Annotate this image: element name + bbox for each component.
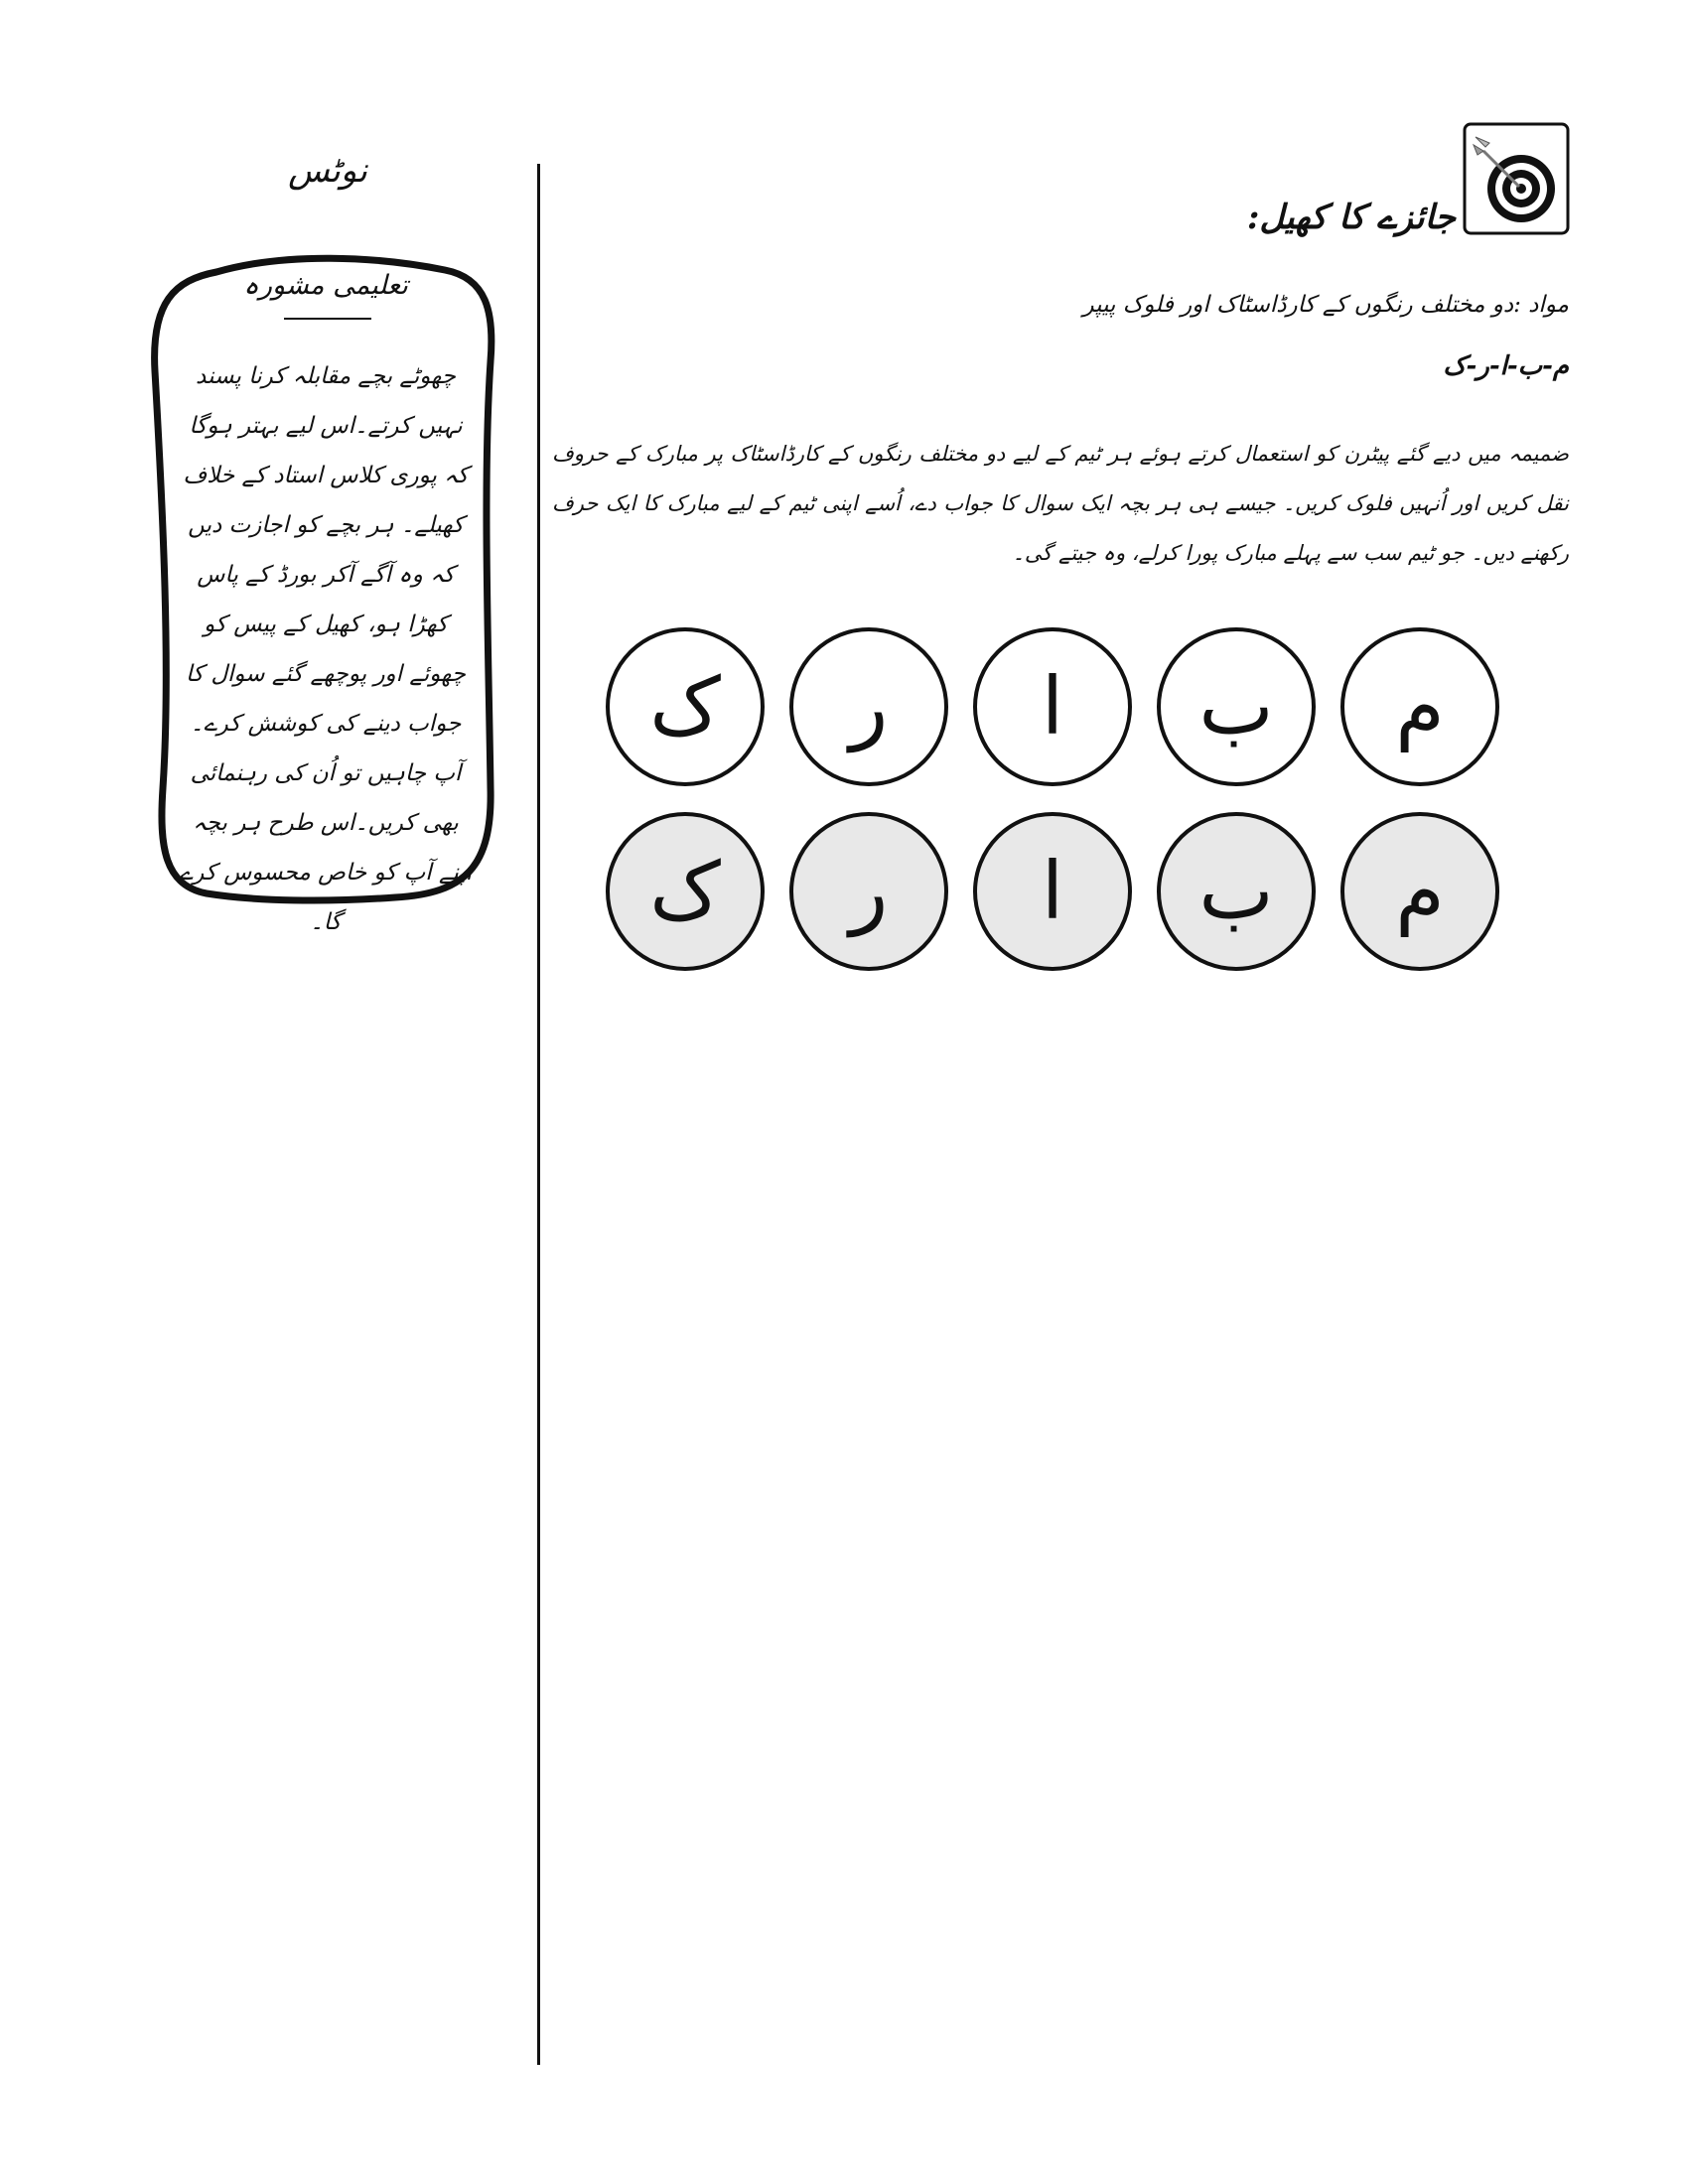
- letter-circle: ا: [973, 627, 1132, 786]
- target-icon: [1462, 121, 1571, 236]
- tip-box-title: تعلیمی مشورہ: [243, 270, 408, 301]
- letter-circle: ب: [1157, 812, 1316, 971]
- letters-line: م-ب-ا-ر-ک: [1443, 351, 1569, 381]
- column-divider: [537, 164, 540, 2065]
- letter-circle: ر: [789, 627, 948, 786]
- section-heading: جائزے کا کھیل:: [1246, 198, 1456, 237]
- letter-circle: ا: [973, 812, 1132, 971]
- tip-box-title-underline: [284, 318, 371, 320]
- tip-box: [147, 252, 504, 935]
- letter-circle: م: [1340, 627, 1499, 786]
- letter-circle: ک: [606, 812, 765, 971]
- letter-circle: ر: [789, 812, 948, 971]
- letter-circle-row-2: [606, 812, 1499, 981]
- letter-circle: ک: [606, 627, 765, 786]
- letter-circle-row-1: [606, 627, 1499, 796]
- tip-box-text: چھوٹے بچے مقابلہ کرنا پسند نہیں کرتے۔اس لیے بہتر ہوگا کہ پوری کلاس استاد کے خلاف کھیلے۔ ہر بچے کو اجازت دیں کہ وہ آگے آکر بورڈ کے پاس کھڑا ہو، کھیل کے پیس کو چھوئے اور پوچھے گئے سوال کا جواب دینے کی کوشش کرے۔ آپ چاہیں تو اُن کی رہنمائی بھی کریں۔اس طرح ہر بچہ اپنے آپ کو خاص محسوس کرے گا۔: [179, 363, 473, 935]
- game-instructions: ضمیمہ میں دیے گئے پیٹرن کو استعمال کرتے ہوئے ہر ٹیم کے لیے دو مختلف رنگوں کے کارڈاسٹاک پر مبارک کے حروف نقل کریں اور اُنہیں فلوک کریں۔ جیسے ہی ہر بچہ ایک سوال کا جواب دے، اُسے اپنی ٹیم کے لیے مبارک کا ایک حرف رکھنے دیں۔ جو ٹیم سب سے پہلے مبارک پورا کرلے، وہ جیتے گی۔: [552, 442, 1569, 565]
- notes-title: نوٹس: [288, 151, 367, 191]
- materials-line: مواد :دو مختلف رنگوں کے کارڈاسٹاک اور فلوک پیپر: [1082, 292, 1569, 318]
- letter-circle: م: [1340, 812, 1499, 971]
- letter-circle: ب: [1157, 627, 1316, 786]
